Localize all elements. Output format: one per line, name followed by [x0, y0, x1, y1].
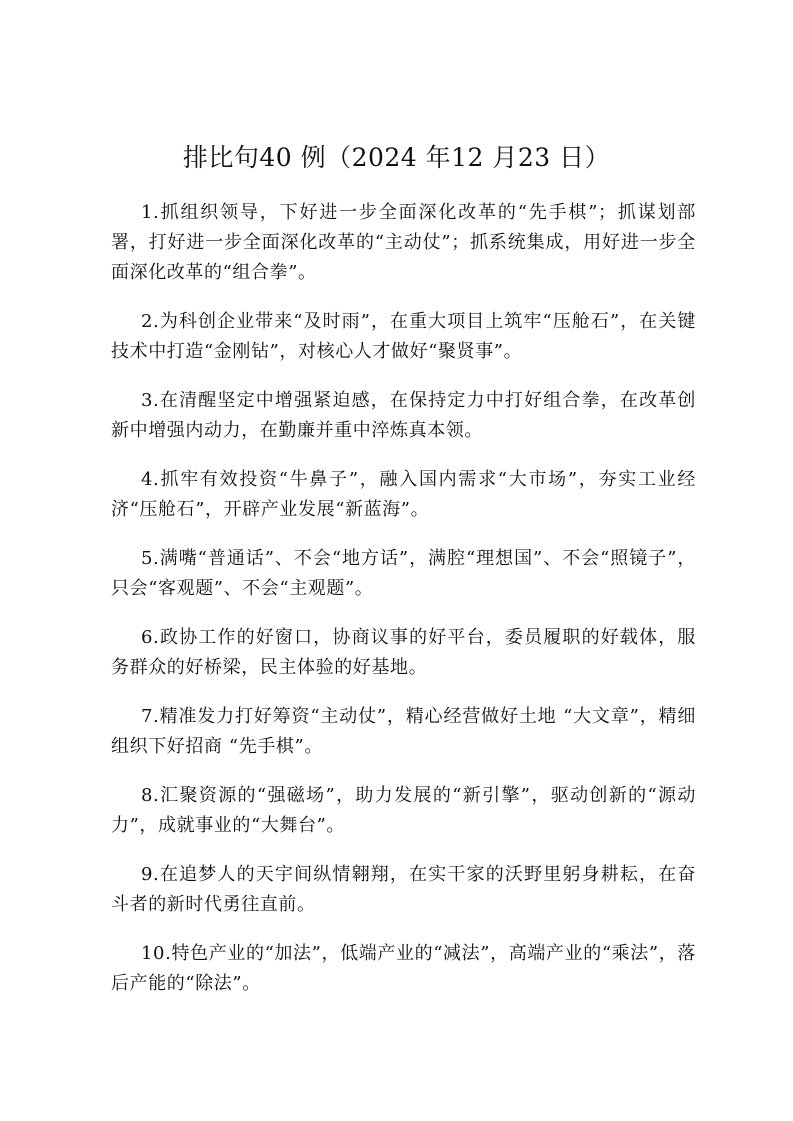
document-title: 排比句40 例（2024 年12 月23 日）: [182, 143, 611, 172]
paragraph-1: 1.抓组织领导，下好进一步全面深化改革的“先手棋”；抓谋划部署，打好进一步全面深化改革的“主动仗”；抓系统集成，用好进一步全面深化改革的“组合拳”。: [111, 202, 696, 283]
paragraph-10: 10.特色产业的“加法”，低端产业的“减法”，高端产业的“乘法”，落后产能的“除法”。: [111, 943, 696, 994]
paragraph-2: 2.为科创企业带来“及时雨”，在重大项目上筑牢“压舱石”，在关键技术中打造“金刚钻”，对核心人才做好“聚贤事”。: [111, 311, 696, 362]
paragraph-9: 9.在追梦人的天宇间纵情翱翔，在实干家的沃野里躬身耕耘，在奋斗者的新时代勇往直前。: [111, 864, 696, 915]
paragraph-5: 5.满嘴“普通话”、不会“地方话”，满腔“理想国”、不会“照镜子”，只会“客观题”、不会“主观题”。: [111, 548, 696, 599]
paragraph-8: 8.汇聚资源的“强磁场”，助力发展的“新引擎”，驱动创新的“源动力”，成就事业的“大舞台”。: [111, 785, 696, 836]
paragraph-4: 4.抓牢有效投资“牛鼻子”，融入国内需求“大市场”，夯实工业经济“压舱石”，开辟产业发展“新蓝海”。: [111, 469, 696, 520]
paragraph-6: 6.政协工作的好窗口，协商议事的好平台，委员履职的好载体，服务群众的好桥梁，民主体验的好基地。: [111, 627, 696, 678]
paragraph-7: 7.精准发力打好筹资“主动仗”，精心经营做好土地 “大文章”，精细组织下好招商 “先手棋”。: [111, 706, 696, 757]
document-body: [111, 198, 696, 1018]
paragraph-3: 3.在清醒坚定中增强紧迫感，在保持定力中打好组合拳，在改革创新中增强内动力，在勤廉并重中淬炼真本领。: [111, 390, 696, 441]
